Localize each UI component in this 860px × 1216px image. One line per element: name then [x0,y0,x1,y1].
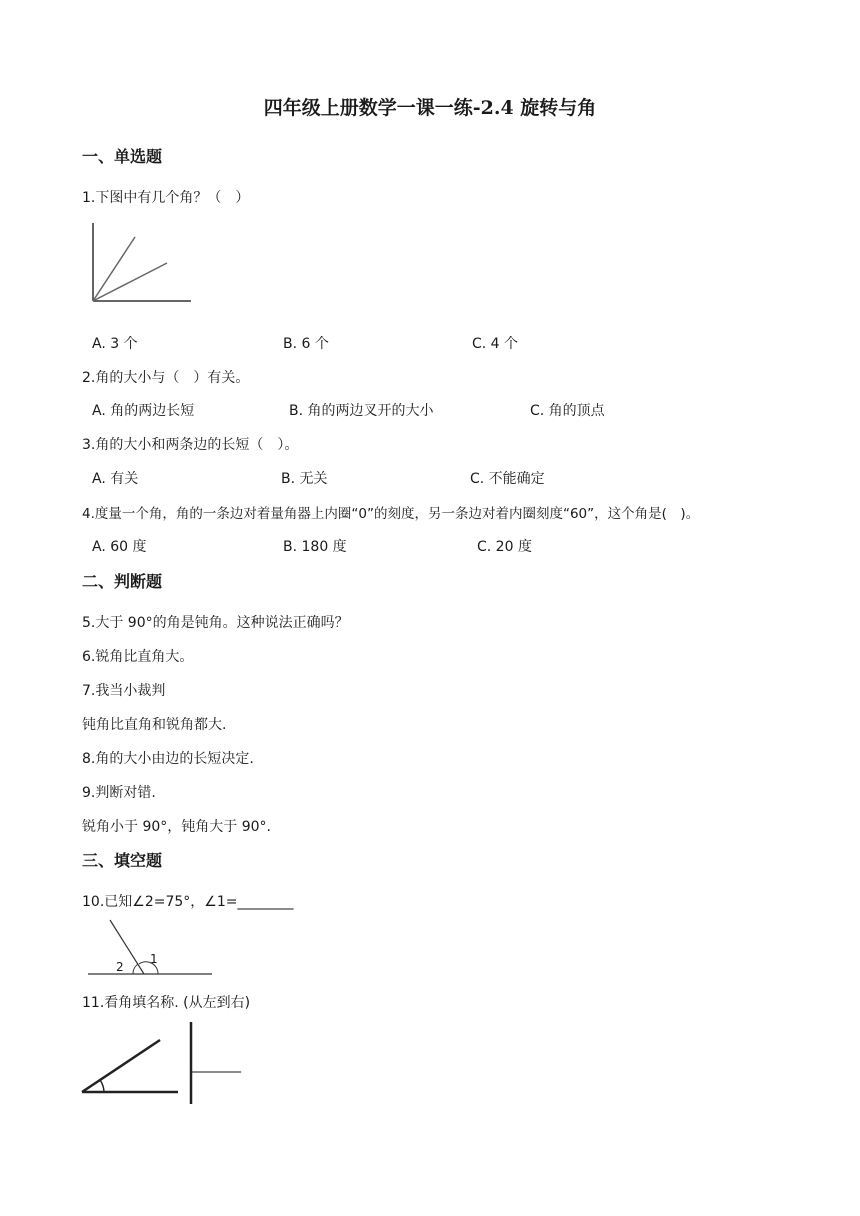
q11-angle-figure [80,1020,205,1106]
question-9-statement: 锐角小于 90°，钝角大于 90°. [82,819,271,835]
question-8: 8.角的大小由边的长短决定. [82,751,254,767]
q2-option-a: A. 角的两边长短 [92,403,195,419]
q1-angle-figure [88,220,198,305]
page-title: 四年级上册数学一课一练-2.4 旋转与角 [263,97,597,119]
q10-angle-figure [86,918,216,980]
q3-option-b: B. 无关 [281,471,328,487]
q2-option-b: B. 角的两边叉开的大小 [289,403,434,419]
q10-label-angle-2: 2 [116,960,124,974]
question-11: 11.看角填名称. (从左到右) [82,995,251,1011]
q4-option-b: B. 180 度 [283,539,347,555]
question-1: 1.下图中有几个角？（ ） [82,190,250,206]
question-7: 7.我当小裁判 [82,683,166,699]
question-10: 10.已知∠2=75°，∠1=________ [82,894,294,910]
q4-option-c: C. 20 度 [477,539,532,555]
q11-answer-blank[interactable]: _______ [192,1057,241,1073]
question-2: 2.角的大小与（ ）有关。 [82,370,250,386]
question-4: 4.度量一个角，角的一条边对着量角器上内圈“0”的刻度，另一条边对着内圈刻度“60”，这个角是( )。 [82,506,700,522]
section-heading-fill-blank: 三、填空题 [82,851,163,870]
section-heading-single-choice: 一、单选题 [82,147,163,166]
question-3: 3.角的大小和两条边的长短（ ）。 [82,437,299,453]
question-6: 6.锐角比直角大。 [82,649,194,665]
section-heading-true-false: 二、判断题 [82,572,163,591]
q3-option-c: C. 不能确定 [470,471,545,487]
question-5: 5.大于 90°的角是钝角。这种说法正确吗？ [82,615,349,631]
q1-option-a: A. 3 个 [92,336,138,352]
q4-option-a: A. 60 度 [92,539,147,555]
q10-label-angle-1: 1 [150,952,158,966]
q1-option-b: B. 6 个 [283,336,329,352]
q1-option-c: C. 4 个 [472,336,519,352]
question-7-statement: 钝角比直角和锐角都大. [82,717,227,733]
q3-option-a: A. 有关 [92,471,139,487]
q2-option-c: C. 角的顶点 [530,403,605,419]
question-9: 9.判断对错. [82,785,156,801]
